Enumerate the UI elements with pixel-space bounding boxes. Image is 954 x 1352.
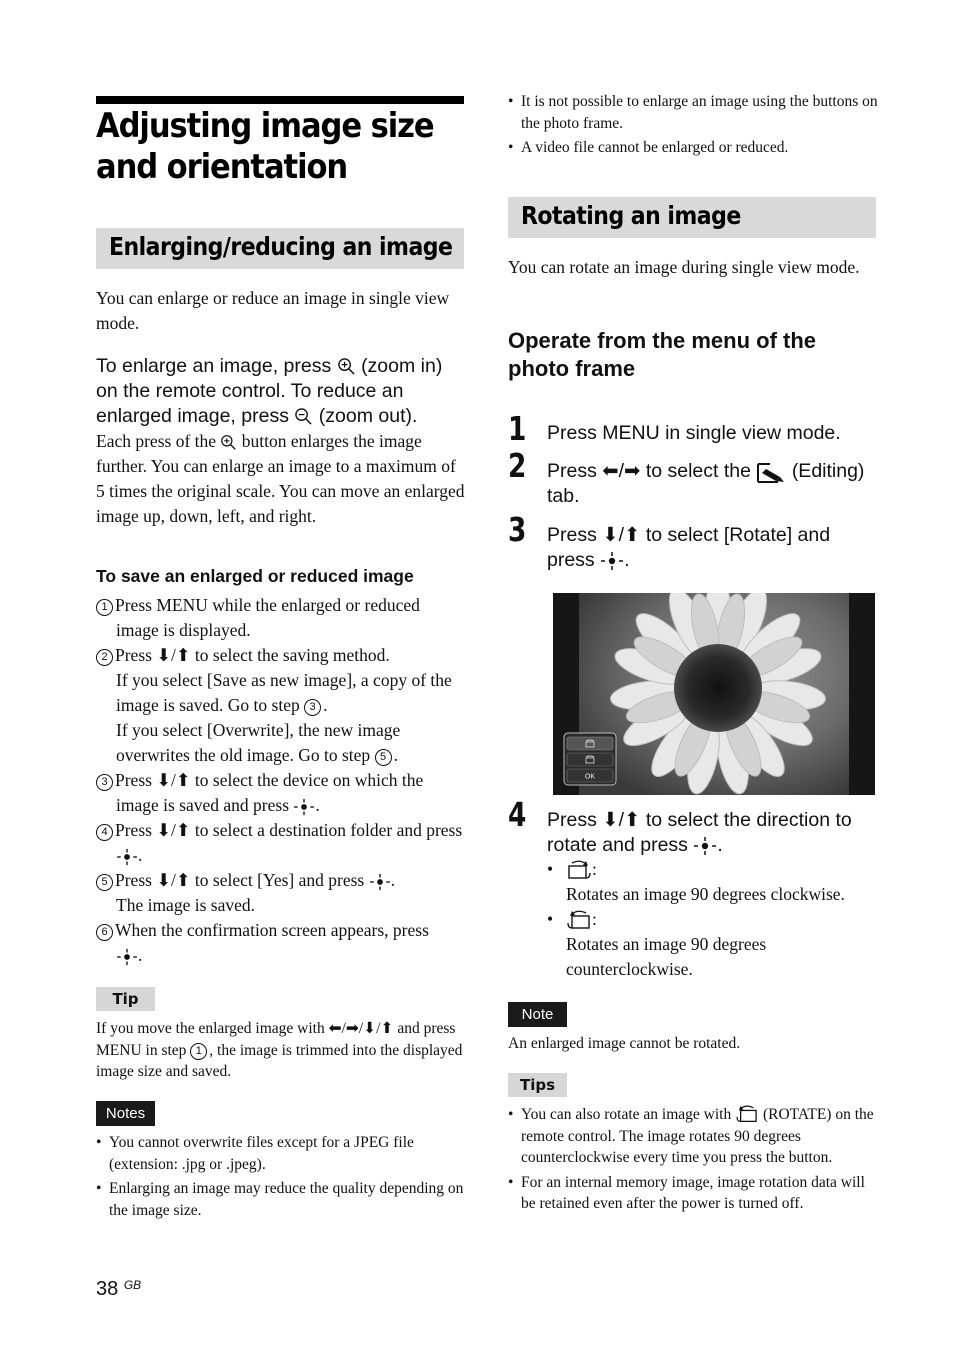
page-number: 38 $^{GB}$ (96, 1278, 142, 1300)
rotate-step-1: Press MENU in single view mode. (547, 422, 841, 444)
save-step-detail: If you select [Overwrite], the new image overwrites the old image. Go to step 5 . (116, 720, 401, 765)
editing-tab-icon (756, 460, 786, 484)
enlarge-notes-continued (508, 91, 878, 159)
step-number-2: 2 (508, 446, 527, 485)
enter-icon (693, 836, 717, 856)
enlarge-detail: Each press of the button enlarges the image further. You can enlarge an image to a maximum of 5 times the original scale. You can move an enlarged image up, down, left, and right. (96, 431, 465, 526)
tip-item: • For an internal memory image, image rotation data will be retained even after the power is turned off. (508, 1172, 878, 1215)
rotate-tips-list (508, 1104, 878, 1215)
rotate-step-4: Press ⬇/⬆ to select the direction to rotate and press . (547, 809, 852, 856)
save-step: 4 Press ⬇/⬆ to select a destination folder and press . (96, 818, 466, 868)
note-item: • Enlarging an image may reduce the quality depending on the image size. (96, 1178, 466, 1221)
note-label: Note (508, 1002, 567, 1027)
rotate-note-text: An enlarged image cannot be rotated. (508, 1035, 741, 1052)
save-step: 5 Press ⬇/⬆ to select [Yes] and press . (96, 868, 466, 893)
rotate-intro: You can rotate an image during single view mode. (508, 257, 860, 277)
save-step: 1 Press MENU while the enlarged or reduced image is displayed. (96, 593, 466, 643)
option-clockwise-text: Rotates an image 90 degrees clockwise. (566, 884, 845, 904)
step-number-4: 4 (508, 795, 527, 834)
section-heading-enlarge: Enlarging/reducing an image (96, 228, 464, 269)
rotate-counterclockwise-icon (566, 910, 592, 932)
sunflower-photo (553, 593, 875, 795)
rotate-screen-photo (553, 593, 875, 795)
save-steps (96, 593, 466, 968)
page-title: Adjusting image size and orientation (96, 106, 434, 187)
rotate-step-2: Press ⬅/➡ to select the (Editing) tab. (547, 460, 865, 507)
enter-icon (369, 873, 391, 891)
note-item: • It is not possible to enlarge an image using the buttons on the photo frame. (508, 91, 878, 134)
zoom-out-icon (294, 407, 313, 426)
save-step-detail: If you select [Save as new image], a copy of the image is saved. Go to step 3 . (116, 670, 452, 715)
save-subheading: To save an enlarged or reduced image (96, 566, 414, 586)
enter-icon (293, 798, 315, 816)
option-counterclockwise: • : (547, 907, 877, 932)
save-step: 3 Press ⬇/⬆ to select the device on which the image is saved and press . (96, 768, 466, 818)
enlarge-instruction: To enlarge an image, press (zoom in) on the remote control. To reduce an enlarged image, press (zoom out). (96, 355, 443, 427)
title-rule (96, 96, 464, 104)
notes-label: Notes (96, 1101, 155, 1126)
tip-item: • You can also rotate an image with (ROTATE) on the remote control. The image rotates 90 degrees counterclockwise every time you press the button. (508, 1104, 878, 1169)
notes-list (96, 1132, 466, 1221)
option-counterclockwise-text: Rotates an image 90 degrees counterclockwise. (566, 934, 767, 979)
zoom-in-icon (220, 434, 237, 451)
rotate-options (547, 857, 877, 982)
zoom-in-icon (337, 357, 356, 376)
rotate-step-3: Press ⬇/⬆ to select [Rotate] and press . (547, 524, 831, 571)
option-clockwise: • : (547, 857, 877, 882)
svg-text:OK: OK (584, 773, 596, 781)
note-item: • A video file cannot be enlarged or reduced. (508, 137, 878, 159)
section-heading-rotate: Rotating an image (508, 197, 876, 238)
rotate-subheading: Operate from the menu of the photo frame (508, 328, 817, 381)
step-number-1: 1 (508, 409, 527, 448)
enter-icon (116, 848, 138, 866)
enter-icon (116, 948, 138, 966)
step-number-3: 3 (508, 510, 527, 549)
enter-icon (600, 551, 624, 571)
tip-text: If you move the enlarged image with ⬅/➡/⬇/⬆ and press MENU in step 1 , the image is trimmed into the displayed image size and saved. (96, 1020, 463, 1080)
save-step-detail: . (96, 943, 466, 968)
save-step: 2 Press ⬇/⬆ to select the saving method. (96, 643, 466, 668)
save-step: 6 When the confirmation screen appears, press (96, 918, 466, 943)
rotate-button-icon (735, 1105, 759, 1125)
tip-label: Tip (96, 987, 155, 1011)
rotate-clockwise-icon (566, 860, 592, 882)
tips-label: Tips (508, 1073, 567, 1097)
save-step-detail: The image is saved. (116, 895, 255, 915)
enlarge-intro: You can enlarge or reduce an image in single view mode. (96, 288, 450, 333)
note-item: • You cannot overwrite files except for a JPEG file (extension: .jpg or .jpeg). (96, 1132, 466, 1175)
rotate-menu (564, 733, 616, 785)
